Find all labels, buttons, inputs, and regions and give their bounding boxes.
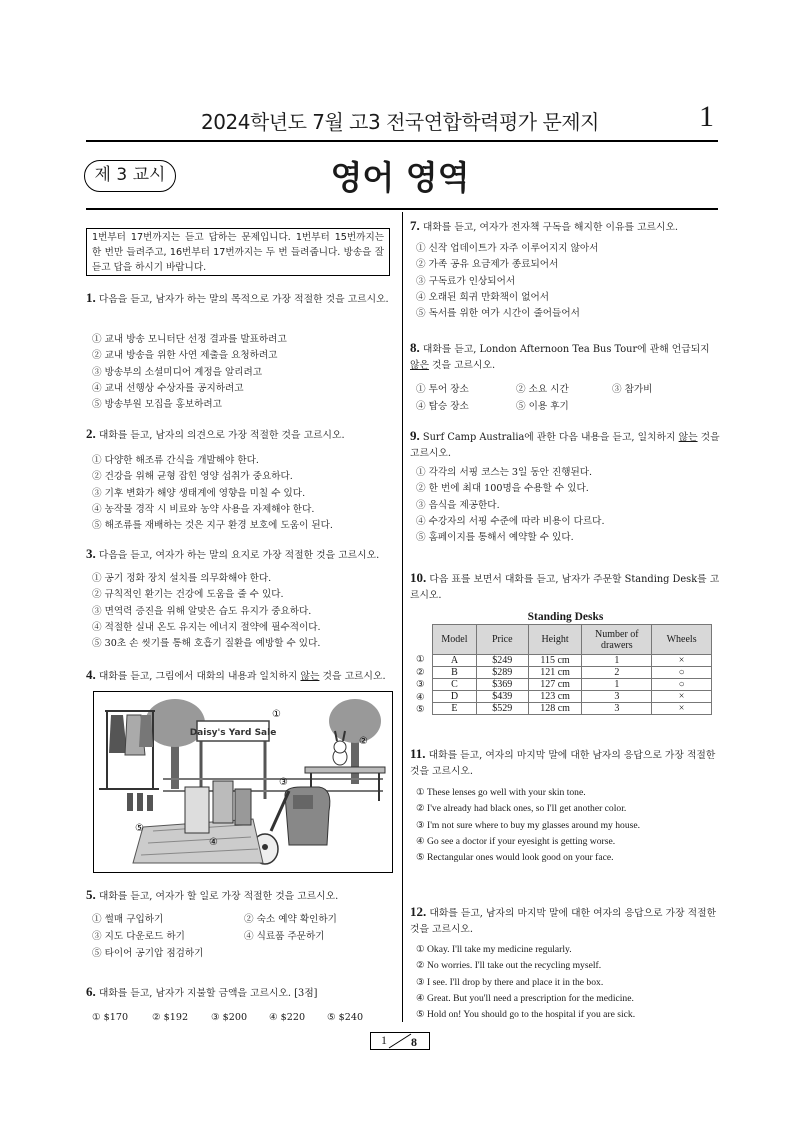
option[interactable]: ② 숙소 예약 확인하기 (244, 914, 337, 925)
option[interactable]: ① 다양한 해조류 간식을 개발해야 한다. (92, 455, 259, 466)
option[interactable]: ④ 적절한 실내 온도 유지는 에너지 절약에 필수적이다. (92, 621, 321, 633)
option[interactable]: ① Okay. I'll take my medicine regularly. (416, 944, 572, 955)
question-3: 3. 다음을 듣고, 여자가 하는 말의 요지로 가장 적절한 것을 고르시오. (86, 546, 380, 561)
question-11-options (416, 785, 726, 866)
question-1-options (92, 332, 400, 413)
option[interactable]: ① These lenses go well with your skin tone. (416, 787, 586, 798)
col-header: Height (528, 625, 582, 655)
table-cell: $439 (476, 691, 528, 703)
option[interactable]: ② No worries. I'll take out the recycling myself. (416, 960, 602, 972)
table-marker: ② (416, 666, 425, 678)
question-2: 2. 대화를 듣고, 남자의 의견으로 가장 적절한 것을 고르시오. (86, 426, 345, 441)
marker-2: ② (359, 736, 368, 747)
subject-title: 영어 영역 (330, 158, 470, 197)
yard-sale-illustration (93, 691, 393, 873)
table-cell: 1 (582, 679, 652, 691)
table-row (433, 679, 712, 691)
listening-notice: 1번부터 17번까지는 듣고 답하는 문제입니다. 1번부터 15번까지는 한 번만 들려주고, 16번부터 17번까지는 두 번 들려줍니다. 방송을 잘 듣고 답을 하시기 바랍니다. (86, 228, 390, 276)
option[interactable]: ② $192 (152, 1012, 189, 1023)
option[interactable]: ① 공기 정화 장치 설치를 의무화해야 한다. (92, 573, 272, 584)
option[interactable]: ④ Go see a doctor if your eyesight is getting worse. (416, 835, 616, 847)
column-divider (402, 212, 403, 1022)
table-cell: 128 cm (528, 703, 582, 715)
option[interactable]: ② 소요 시간 (516, 384, 569, 395)
option[interactable]: ② I've already had black ones, so I'll get another color. (416, 803, 627, 815)
option[interactable]: ① 각각의 서핑 코스는 3일 동안 진행된다. (416, 467, 593, 478)
table-marker: ① (416, 654, 425, 665)
table-cell: $529 (476, 703, 528, 715)
table-cell: 1 (582, 655, 652, 667)
option[interactable]: ③ $200 (211, 1012, 248, 1023)
option[interactable]: ④ 농작물 경작 시 비료와 농약 사용을 자제해야 한다. (92, 503, 315, 515)
option[interactable]: ③ 기후 변화가 해양 생태계에 영향을 미칠 수 있다. (92, 487, 306, 499)
table-cell: 123 cm (528, 691, 582, 703)
question-7-text: 대화를 듣고, 여자가 전자책 구독을 해지한 이유를 고르시오. (422, 222, 679, 233)
table-row (433, 667, 712, 679)
total-pages: 8 (411, 1035, 417, 1049)
option[interactable]: ⑤ 해조류를 재배하는 것은 지구 환경 보호에 도움이 된다. (92, 520, 333, 532)
table-cell: 121 cm (528, 667, 582, 679)
marker-1: ① (272, 709, 281, 720)
option[interactable]: ③ 지도 다운로드 하기 (92, 931, 185, 942)
question-3-options (92, 571, 400, 652)
sign-text: Daisy's Yard Sale (189, 728, 277, 738)
option[interactable]: ④ 식료품 주문하기 (244, 931, 325, 942)
option[interactable]: ④ Great. But you'll need a prescription for the medicine. (416, 992, 634, 1004)
table-row (433, 703, 712, 715)
option[interactable]: ③ 방송부의 소셜미디어 계정을 알리려고 (92, 366, 263, 378)
marker-5: ⑤ (135, 823, 144, 834)
table-cell: $369 (476, 679, 528, 691)
option[interactable]: ① 신작 업데이트가 자주 이루어지지 않아서 (416, 243, 599, 254)
option[interactable]: ⑤ 30초 손 씻기를 통해 호흡기 질환을 예방할 수 있다. (92, 638, 321, 650)
col-header: Wheels (652, 625, 712, 655)
question-4: 4. 대화를 듣고, 그림에서 대화의 내용과 일치하지 않는 것을 고르시오. (86, 667, 386, 682)
standing-desks-table (432, 624, 712, 715)
option[interactable]: ⑤ 홈페이지를 통해서 예약할 수 있다. (416, 532, 574, 544)
option[interactable]: ④ 수강자의 서핑 수준에 따라 비용이 다르다. (416, 515, 605, 527)
question-6-text: 대화를 듣고, 남자가 지불할 금액을 고르시오. [3점] (98, 988, 318, 999)
option[interactable]: ③ 면역력 증진을 위해 알맞은 습도 유지가 중요하다. (92, 605, 312, 617)
question-7-options (416, 241, 726, 322)
subject-rule (86, 208, 718, 210)
table-title: Standing Desks (527, 611, 604, 623)
option[interactable]: ② 가족 공유 요금제가 종료되어서 (416, 259, 559, 271)
option[interactable]: ① 썰매 구입하기 (92, 914, 164, 925)
question-1-text: 다음을 듣고, 남자가 하는 말의 목적으로 가장 적절한 것을 고르시오. (98, 294, 389, 305)
page-number: 1 (699, 100, 714, 133)
question-11-text: 대화를 듣고, 여자의 마지막 말에 대한 남자의 응답으로 가장 적절한 것을 고르시오. (410, 750, 716, 777)
question-5-text: 대화를 듣고, 여자가 할 일로 가장 적절한 것을 고르시오. (98, 891, 339, 902)
option[interactable]: ⑤ 이용 후기 (516, 401, 569, 412)
table-cell: 127 cm (528, 679, 582, 691)
option[interactable]: ② 건강을 위해 균형 잡힌 영양 섭취가 중요하다. (92, 471, 293, 483)
table-cell: ○ (652, 667, 712, 679)
option[interactable]: ① $170 (92, 1012, 129, 1023)
table-cell: 115 cm (528, 655, 582, 667)
table-cell: $249 (476, 655, 528, 667)
option[interactable]: ④ $220 (269, 1012, 306, 1023)
option[interactable]: ③ 구독료가 인상되어서 (416, 275, 516, 287)
table-marker: ④ (416, 691, 425, 703)
option[interactable]: ④ 교내 선행상 수상자를 공지하려고 (92, 382, 244, 394)
page-indicator (370, 1032, 430, 1050)
option[interactable]: ① 투어 장소 (416, 384, 469, 395)
table-cell: × (652, 655, 712, 667)
period-badge: 제 3 교시 (84, 160, 176, 192)
question-5: 5. 대화를 듣고, 여자가 할 일로 가장 적절한 것을 고르시오. (86, 887, 339, 902)
option[interactable]: ④ 오래된 희귀 만화책이 없어서 (416, 291, 550, 303)
option[interactable]: ③ 참가비 (612, 384, 653, 395)
option[interactable]: ③ 음식을 제공한다. (416, 499, 500, 511)
table-row (433, 655, 712, 667)
table-cell: A (433, 655, 477, 667)
option[interactable]: ③ I see. I'll drop by there and place it in the box. (416, 976, 604, 988)
option[interactable]: ③ I'm not sure where to buy my glasses around my house. (416, 819, 641, 831)
table-cell: × (652, 703, 712, 715)
question-12-options (416, 942, 726, 1023)
table-cell: B (433, 667, 477, 679)
marker-3: ③ (279, 777, 288, 788)
table-cell: 3 (582, 703, 652, 715)
option[interactable]: ⑤ Hold on! You should go to the hospital if you are sick. (416, 1009, 636, 1021)
col-header: Number of drawers (582, 625, 652, 655)
shoes-icon (127, 793, 153, 811)
option[interactable]: ⑤ 독서를 위한 여가 시간이 줄어들어서 (416, 308, 580, 320)
exam-title: 2024학년도 7월 고3 전국연합학력평가 문제지 (201, 110, 599, 134)
table-cell: D (433, 691, 477, 703)
table-cell: E (433, 703, 477, 715)
option[interactable]: ⑤ Rectangular ones would look good on your face. (416, 852, 614, 864)
option[interactable]: ⑤ 타이어 공기압 점검하기 (92, 948, 204, 959)
question-10-text: 다음 표를 보면서 대화를 듣고, 남자가 주문할 Standing Desk를 고르시오. (410, 574, 720, 601)
question-1: 1. 다음을 듣고, 남자가 하는 말의 목적으로 가장 적절한 것을 고르시오. (86, 290, 389, 305)
armchair-icon (285, 787, 330, 845)
option[interactable]: ⑤ $240 (327, 1012, 364, 1023)
question-3-text: 다음을 듣고, 여자가 하는 말의 요지로 가장 적절한 것을 고르시오. (98, 550, 380, 561)
col-header: Model (433, 625, 477, 655)
table-marker: ③ (416, 679, 425, 691)
current-page: 1 (381, 1033, 387, 1047)
marker-4: ④ (209, 837, 218, 848)
question-10: 10. 다음 표를 보면서 대화를 듣고, 남자가 주문할 Standing Desk를 고르시오. (410, 570, 720, 601)
question-2-options (92, 453, 400, 534)
table-cell: × (652, 691, 712, 703)
table-cell: C (433, 679, 477, 691)
option[interactable]: ② 규칙적인 환기는 건강에 도움을 줄 수 있다. (92, 589, 284, 601)
col-header: Price (476, 625, 528, 655)
table-header-row (433, 625, 712, 655)
question-9: 9. Surf Camp Australia에 관한 다음 내용을 듣고, 일치하지 않는 것을 고르시오. (410, 428, 720, 459)
table-cell: 3 (582, 691, 652, 703)
question-8: 8. 대화를 듣고, London Afternoon Tea Bus Tour에 관해 언급되지 않은 것을 고르시오. (410, 340, 710, 371)
table-cell: 2 (582, 667, 652, 679)
header-rule (86, 140, 718, 142)
question-7: 7. 대화를 듣고, 여자가 전자책 구독을 해지한 이유를 고르시오. (410, 218, 679, 233)
question-9-options (416, 465, 726, 546)
question-11: 11. 대화를 듣고, 여자의 마지막 말에 대한 남자의 응답으로 가장 적절한 것을 고르시오. (410, 746, 716, 777)
question-12: 12. 대화를 듣고, 남자의 마지막 말에 대한 여자의 응답으로 가장 적절한 것을 고르시오. (410, 904, 717, 935)
option[interactable]: ② 한 번에 최대 100명을 수용할 수 있다. (416, 483, 589, 495)
table-marker: ⑤ (416, 704, 425, 716)
pager-slash (371, 1033, 429, 1049)
table-cell: ○ (652, 679, 712, 691)
option[interactable]: ④ 탑승 장소 (416, 401, 469, 412)
table-row (433, 691, 712, 703)
option[interactable]: ⑤ 방송부원 모집을 홍보하려고 (92, 399, 222, 411)
option[interactable]: ① 교내 방송 모니터단 선정 결과를 발표하려고 (92, 334, 287, 345)
question-2-text: 대화를 듣고, 남자의 의견으로 가장 적절한 것을 고르시오. (98, 430, 345, 441)
table-cell: $289 (476, 667, 528, 679)
question-6: 6. 대화를 듣고, 남자가 지불할 금액을 고르시오. [3점] (86, 984, 318, 999)
question-12-text: 대화를 듣고, 남자의 마지막 말에 대한 여자의 응답으로 가장 적절한 것을 고르시오. (410, 908, 717, 935)
option[interactable]: ② 교내 방송을 위한 사연 제출을 요청하려고 (92, 350, 278, 362)
